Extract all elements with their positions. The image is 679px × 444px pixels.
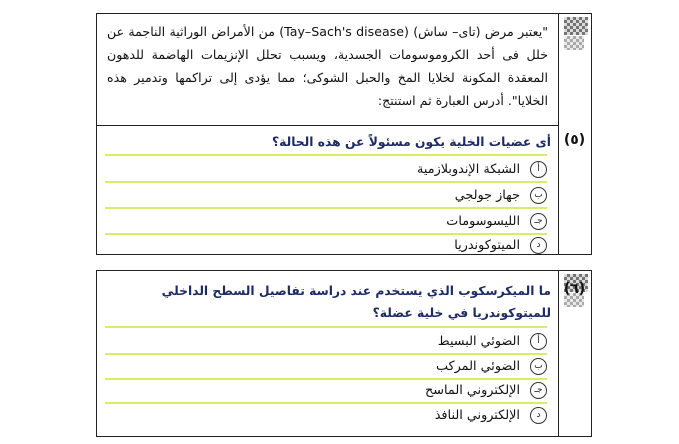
option-marker: أ bbox=[530, 161, 547, 178]
option-marker: د bbox=[530, 407, 547, 424]
question-card-6 bbox=[96, 270, 592, 437]
option-label: جهاز جولجي bbox=[454, 187, 520, 203]
option-d[interactable] bbox=[454, 234, 547, 256]
option-d[interactable] bbox=[435, 404, 547, 426]
option-b[interactable] bbox=[455, 184, 547, 206]
option-a[interactable] bbox=[438, 330, 547, 352]
option-marker: أ bbox=[530, 333, 547, 350]
option-label: الإلكتروني الماسح bbox=[425, 382, 520, 398]
checker-pattern-icon bbox=[564, 17, 588, 35]
question-text: أى عضيات الخلية يكون مسئولاً عن هذه الحالة؟ bbox=[271, 135, 551, 149]
option-label: الليسوسومات bbox=[446, 213, 520, 229]
option-label: الضوئي المركب bbox=[435, 358, 520, 374]
question-text: ما الميكرسكوب الذي يستخدم عند دراسة تفاصيل السطح الداخلي للميتوكوندريا في خلية عضلة؟ bbox=[161, 284, 551, 320]
highlight-line bbox=[105, 326, 547, 328]
option-marker: ب bbox=[530, 187, 547, 204]
checker-pattern-icon bbox=[564, 36, 584, 50]
option-c[interactable] bbox=[446, 210, 547, 232]
highlight-line bbox=[105, 207, 547, 209]
option-label: الضوئي البسيط bbox=[437, 333, 520, 349]
option-label: الإلكتروني النافذ bbox=[434, 407, 520, 423]
option-marker: ب bbox=[530, 358, 547, 375]
highlight-line bbox=[105, 154, 547, 156]
option-b[interactable] bbox=[436, 355, 547, 377]
passage-text: "يعتبر مرض (تاى– ساش) (Tay–Sach's disease) من الأمراض الوراثية الناجمة عن خلل فى أحد الكروموسومات الجسدية، ويسبب تحلل الإنزيمات الهاضمة للدهون المعقدة المكونة لخلايا المخ والحبل الشوكى؛ مما يؤدى إلى تراكمها وتدمير هذه الخلايا". أدرس العبارة ثم استنتج: bbox=[97, 14, 558, 126]
question-number: (٥) bbox=[563, 132, 586, 148]
highlight-line bbox=[105, 181, 547, 183]
option-label: الشبكة الإندوبلازمية bbox=[417, 161, 520, 177]
option-label: الميتوكوندريا bbox=[454, 237, 520, 253]
option-marker: د bbox=[530, 237, 547, 254]
option-c[interactable] bbox=[425, 379, 547, 401]
option-marker: جـ bbox=[530, 213, 547, 230]
option-a[interactable] bbox=[417, 158, 547, 180]
option-marker: جـ bbox=[530, 382, 547, 399]
question-card-5 bbox=[96, 13, 592, 255]
question-number: (٦) bbox=[563, 281, 586, 297]
